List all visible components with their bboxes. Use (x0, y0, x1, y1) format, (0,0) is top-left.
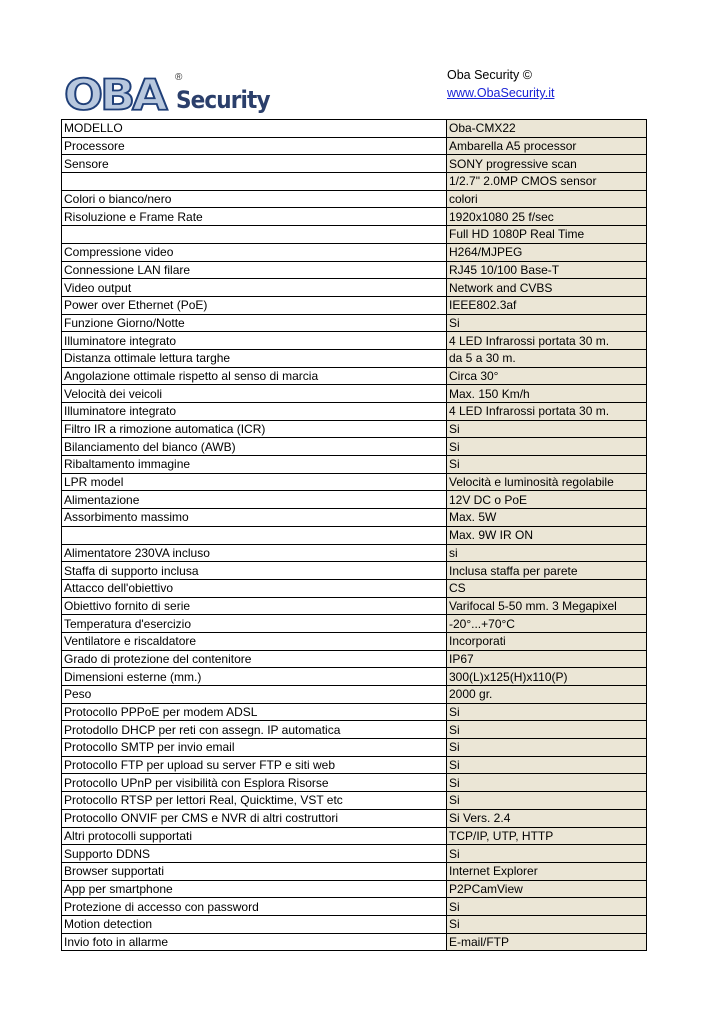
contact-block (447, 66, 554, 102)
spec-value: Incorporati (447, 632, 647, 650)
spec-value: TCP/IP, UTP, HTTP (447, 827, 647, 845)
spec-label: Processore (62, 137, 447, 155)
table-row (62, 279, 647, 297)
spec-value: 300(L)x125(H)x110(P) (447, 668, 647, 686)
table-row (62, 579, 647, 597)
spec-value: Internet Explorer (447, 862, 647, 880)
spec-value: Oba-CMX22 (447, 120, 647, 138)
spec-value: 4 LED Infrarossi portata 30 m. (447, 403, 647, 421)
spec-value: Si (447, 456, 647, 474)
table-row (62, 809, 647, 827)
spec-table-body (62, 120, 647, 951)
spec-label: Assorbimento massimo (62, 509, 447, 527)
spec-label: Protocollo SMTP per invio email (62, 739, 447, 757)
table-row (62, 668, 647, 686)
table-row (62, 420, 647, 438)
table-row (62, 862, 647, 880)
table-row (62, 332, 647, 350)
spec-label: Compressione video (62, 243, 447, 261)
table-row (62, 597, 647, 615)
spec-value: CS (447, 579, 647, 597)
spec-value: E-mail/FTP (447, 933, 647, 951)
table-row (62, 739, 647, 757)
spec-label: Distanza ottimale lettura targhe (62, 349, 447, 367)
spec-label: Browser supportati (62, 862, 447, 880)
spec-label: MODELLO (62, 120, 447, 138)
spec-value: Si (447, 915, 647, 933)
spec-table (61, 119, 647, 951)
spec-label (62, 226, 447, 244)
table-row (62, 827, 647, 845)
table-row (62, 650, 647, 668)
table-row (62, 155, 647, 173)
spec-label: Ventilatore e riscaldatore (62, 632, 447, 650)
table-row (62, 686, 647, 704)
spec-label: Funzione Giorno/Notte (62, 314, 447, 332)
spec-value: Si (447, 774, 647, 792)
spec-value: IEEE802.3af (447, 296, 647, 314)
spec-label: Temperatura d'esercizio (62, 615, 447, 633)
spec-value: IP67 (447, 650, 647, 668)
spec-value: 1/2.7" 2.0MP CMOS sensor (447, 173, 647, 191)
spec-label: Dimensioni esterne (mm.) (62, 668, 447, 686)
table-row (62, 509, 647, 527)
table-row (62, 190, 647, 208)
table-row (62, 208, 647, 226)
table-row (62, 296, 647, 314)
spec-value: colori (447, 190, 647, 208)
table-row (62, 898, 647, 916)
table-row (62, 774, 647, 792)
spec-label: Staffa di supporto inclusa (62, 562, 447, 580)
spec-label: Protodollo DHCP per reti con assegn. IP automatica (62, 721, 447, 739)
spec-value: Inclusa staffa per parete (447, 562, 647, 580)
spec-label: Protocollo ONVIF per CMS e NVR di altri costruttori (62, 809, 447, 827)
table-row (62, 438, 647, 456)
spec-value: Si (447, 792, 647, 810)
spec-label: Obiettivo fornito di serie (62, 597, 447, 615)
spec-label: Velocità dei veicoli (62, 385, 447, 403)
spec-label: Protezione di accesso con password (62, 898, 447, 916)
spec-label: Connessione LAN filare (62, 261, 447, 279)
spec-label: Angolazione ottimale rispetto al senso di marcia (62, 367, 447, 385)
spec-value: Ambarella A5 processor (447, 137, 647, 155)
spec-label: Protocollo RTSP per lettori Real, Quicktime, VST etc (62, 792, 447, 810)
spec-value: Full HD 1080P Real Time (447, 226, 647, 244)
spec-value: Si (447, 898, 647, 916)
spec-label: Risoluzione e Frame Rate (62, 208, 447, 226)
registered-mark: ® (175, 72, 183, 83)
table-row (62, 243, 647, 261)
table-row (62, 137, 647, 155)
spec-label: Alimentatore 230VA incluso (62, 544, 447, 562)
spec-value: RJ45 10/100 Base-T (447, 261, 647, 279)
table-row (62, 367, 647, 385)
spec-label: LPR model (62, 473, 447, 491)
spec-label: Ribaltamento immagine (62, 456, 447, 474)
table-row (62, 703, 647, 721)
spec-value: Si (447, 739, 647, 757)
spec-value: si (447, 544, 647, 562)
spec-value: H264/MJPEG (447, 243, 647, 261)
spec-value: Si (447, 314, 647, 332)
spec-label: Protocollo UPnP per visibilità con Esplora Risorse (62, 774, 447, 792)
spec-value: Si Vers. 2.4 (447, 809, 647, 827)
spec-value: Varifocal 5-50 mm. 3 Megapixel (447, 597, 647, 615)
spec-value: -20°...+70°C (447, 615, 647, 633)
spec-value: Si (447, 438, 647, 456)
spec-label: App per smartphone (62, 880, 447, 898)
table-row (62, 632, 647, 650)
spec-value: Velocità e luminosità regolabile (447, 473, 647, 491)
spec-label: Video output (62, 279, 447, 297)
spec-label: Protocollo PPPoE per modem ADSL (62, 703, 447, 721)
spec-value: 1920x1080 25 f/sec (447, 208, 647, 226)
spec-label: Filtro IR a rimozione automatica (ICR) (62, 420, 447, 438)
spec-label: Grado di protezione del contenitore (62, 650, 447, 668)
table-row (62, 314, 647, 332)
spec-value: Max. 5W (447, 509, 647, 527)
spec-label: Protocollo FTP per upload su server FTP e siti web (62, 756, 447, 774)
spec-value: Network and CVBS (447, 279, 647, 297)
spec-value: Max. 9W IR ON (447, 526, 647, 544)
spec-value: P2PCamView (447, 880, 647, 898)
oba-security-logo (64, 68, 270, 120)
table-row (62, 544, 647, 562)
table-row (62, 562, 647, 580)
spec-label: Altri protocolli supportati (62, 827, 447, 845)
spec-label: Supporto DDNS (62, 845, 447, 863)
table-row (62, 721, 647, 739)
website-link[interactable]: www.ObaSecurity.it (447, 86, 555, 100)
table-row (62, 261, 647, 279)
table-row (62, 526, 647, 544)
table-row (62, 933, 647, 951)
table-row (62, 385, 647, 403)
table-row (62, 615, 647, 633)
spec-label: Motion detection (62, 915, 447, 933)
spec-label: Power over Ethernet (PoE) (62, 296, 447, 314)
spec-value: 2000 gr. (447, 686, 647, 704)
spec-label: Bilanciamento del bianco (AWB) (62, 438, 447, 456)
spec-label: Illuminatore integrato (62, 332, 447, 350)
table-row (62, 120, 647, 138)
spec-label (62, 173, 447, 191)
spec-label: Peso (62, 686, 447, 704)
spec-value: Si (447, 420, 647, 438)
spec-value: Si (447, 756, 647, 774)
table-row (62, 915, 647, 933)
spec-value: da 5 a 30 m. (447, 349, 647, 367)
spec-label: Invio foto in allarme (62, 933, 447, 951)
table-row (62, 226, 647, 244)
spec-value: Si (447, 703, 647, 721)
logo-oba-letters: OBA (64, 70, 165, 120)
spec-value: 12V DC o PoE (447, 491, 647, 509)
spec-value: Max. 150 Km/h (447, 385, 647, 403)
spec-label (62, 526, 447, 544)
table-row (62, 491, 647, 509)
table-row (62, 756, 647, 774)
spec-value: Si (447, 845, 647, 863)
spec-label: Sensore (62, 155, 447, 173)
spec-value: Si (447, 721, 647, 739)
table-row (62, 792, 647, 810)
spec-value: SONY progressive scan (447, 155, 647, 173)
spec-value: 4 LED Infrarossi portata 30 m. (447, 332, 647, 350)
spec-label: Illuminatore integrato (62, 403, 447, 421)
table-row (62, 173, 647, 191)
table-row (62, 349, 647, 367)
spec-label: Alimentazione (62, 491, 447, 509)
logo-security-word: Security (176, 86, 270, 114)
table-row (62, 845, 647, 863)
spec-value: Circa 30° (447, 367, 647, 385)
company-name: Oba Security © (447, 68, 532, 82)
table-row (62, 880, 647, 898)
table-row (62, 473, 647, 491)
table-row (62, 403, 647, 421)
spec-label: Colori o bianco/nero (62, 190, 447, 208)
table-row (62, 456, 647, 474)
spec-label: Attacco dell'obiettivo (62, 579, 447, 597)
